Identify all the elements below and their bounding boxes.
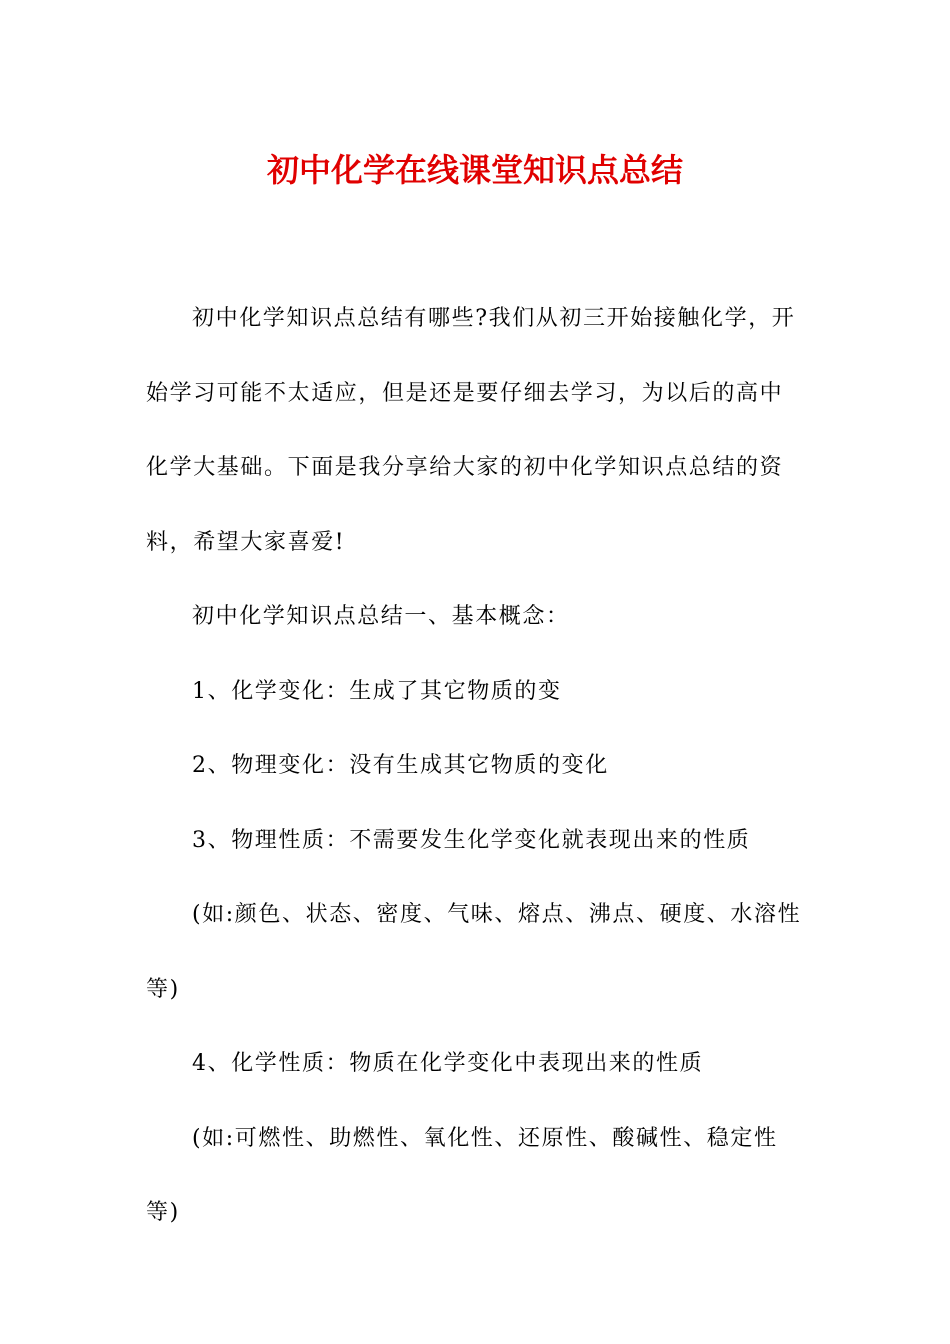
document-body: [146, 282, 806, 1251]
section-heading: 初中化学知识点总结一、基本概念：: [192, 604, 570, 629]
list-item: 3、物理性质：不需要发生化学变化就表现出来的性质: [192, 827, 751, 853]
examples-note: (如:可燃性、助燃性、氧化性、还原性、酸碱性、稳定性等): [146, 1125, 778, 1225]
list-item: 4、化学性质：物质在化学变化中表现出来的性质: [192, 1051, 704, 1076]
document-title: 初中化学在线课堂知识点总结: [266, 151, 683, 189]
list-item: 1、化学变化：生成了其它物质的变: [192, 678, 562, 704]
list-item: 2、物理变化：没有生成其它物质的变化: [192, 753, 609, 778]
examples-note: (如:颜色、状态、密度、气味、熔点、沸点、硬度、水溶性等): [146, 902, 802, 1002]
intro-paragraph: 初中化学知识点总结有哪些?我们从初三开始接触化学，开始学习可能不太适应，但是还是要仔细去学习，为以后的高中化学大基础。下面是我分享给大家的初中化学知识点总结的资料，希望大家喜爱!: [146, 306, 796, 555]
